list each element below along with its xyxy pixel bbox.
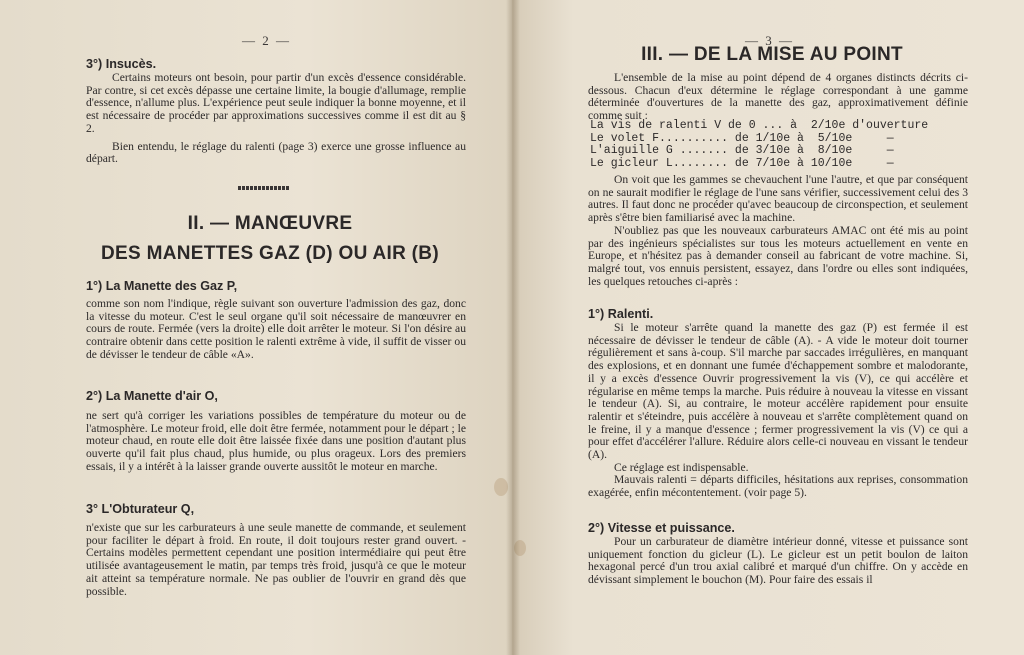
ralenti-text xyxy=(588,322,968,500)
adjustment-ranges-table xyxy=(590,120,928,170)
range-row: L'aiguille G ....... de 3/10e à 8/10e — xyxy=(590,144,894,158)
vitesse-text xyxy=(588,536,968,587)
paragraph: L'ensemble de la mise au point dépend de 4 organes distincts décrits ci-dessous. Chacun d'eux détermine le réglage correspondant à une gamme déterminée d'ouvertures de la manette des gaz, approximativement définie comme suit : xyxy=(588,71,968,123)
paragraph: n'existe que sur les carburateurs à une seule manette de commande, et seulement pour faciliter le départ à froid. En route, il doit toujours rester grand ouvert. - Certains modèles permettent cependant une position intermédiaire qui peut être utilisée avantageusement le matin, par temps très froid, jusqu'à ce que le moteur ait atteint sa température normale. Ne pas oublier de l'ouvrir en grand dès que possible. xyxy=(86,521,466,598)
subsection-text-air xyxy=(86,410,466,474)
subsection-heading-gaz: 1°) La Manette des Gaz P, xyxy=(86,279,238,293)
intro-text xyxy=(588,72,968,123)
subsection-heading-air: 2°) La Manette d'air O, xyxy=(86,389,218,403)
paragraph: Ce réglage est indispensable. xyxy=(614,460,749,474)
overlap-text xyxy=(588,174,968,288)
paragraph: ne sert qu'à corriger les variations possibles de température du moteur ou de l'atmosphère. Le moteur froid, elle doit être fermée, notamment pour le départ ; le moteur chaud, en route elle doit être laissée fixée dans une position d'autant plus ouverte qu'il fait plus chaud, plus humide, ou plus orageux. Lors des premiers essais, il y a intérêt à la laisser grande ouverte aussitôt le moteur en marche. xyxy=(86,409,466,473)
book-gutter xyxy=(506,0,520,655)
range-row: La vis de ralenti V de 0 ... à 2/10e d'ouverture xyxy=(590,119,929,132)
chapter-title-line2: DES MANETTES GAZ (D) OU AIR (B) xyxy=(101,243,439,264)
chapter-title-line1: II. — MANŒUVRE xyxy=(187,213,353,234)
paragraph: Si le moteur s'arrête quand la manette des gaz (P) est fermée il est nécessaire de dévisser le tendeur de câble (A). - A vide le moteur doit tourner régulièrement et sans à-coup. S'il marche par saccades irrégulières, en manquant des explosions, et en donnant une fumée d'échappement sombre et malodorante, il y a excès d'essence Ouvrir progressivement la vis (V), ce qui accélère et régularise en même temps la marche. Puis réduire à nouveau la vitesse en vissant le tendeur (A). Si, au contraire, le moteur accélère rapidement pour ensuite ralentir et s'éteindre, puis accélère à nouveau et s'arrête complètement quand on le freine, il y a manque d'essence ; fermer progressivement la vis (V) ce qui a pour effet d'accélérer l'allure. Réduire alors celle-ci nouveau en vissant le tendeur (A). xyxy=(588,321,968,462)
paragraph: comme son nom l'indique, règle suivant son ouverture l'admission des gaz, donc la vitesse du moteur. C'est le seul organe qu'il soit nécessaire de manœuvrer en cours de route. Fermée (vers la droite) elle doit arrêter le moteur. Si l'on désire au contraire obtenir dans cette position le ralenti extrême à vide, il suffit de visser ou de dévisser le tendeur de câble «A». xyxy=(86,297,466,361)
page-number: — 2 — xyxy=(242,33,291,48)
chapter-title: III. — DE LA MISE AU POINT xyxy=(641,44,903,65)
subsection-text-obturateur xyxy=(86,522,466,598)
page-number: — 3 — xyxy=(745,33,794,48)
range-row: Le volet F.......... de 1/10e à 5/10e — xyxy=(590,131,894,145)
paragraph: Certains moteurs ont besoin, pour partir d'un excès d'essence considérable. Par contre, si cet excès dépasse une certaine limite, la bougie d'allumage, remplie d'essence, n'allume plus. L'expérience peut seule indiquer la bonne moyenne, et il est nécessaire de procéder par approximations successives comme il est dit au § 2. xyxy=(86,71,466,135)
range-row: Le gicleur L........ de 7/10e à 10/10e — xyxy=(590,156,894,170)
section-heading-insucces: 3°) Insucès. xyxy=(86,57,157,71)
paragraph: Bien entendu, le réglage du ralenti (page 3) exerce une grosse influence au départ. xyxy=(86,139,466,166)
subsection-text-gaz xyxy=(86,298,466,362)
paragraph: Mauvais ralenti = départs difficiles, hésitations aux reprises, consommation exagérée, enfin mécontentement. (voir page 5). xyxy=(588,473,968,500)
ornament-divider xyxy=(238,186,290,190)
paragraph: Pour un carburateur de diamètre intérieur donné, vitesse et puissance sont uniquement fonction du gicleur (L). Le gicleur est un petit boulon de laiton hexagonal percé d'un trou axial calibré et marqué d'un chiffre. On y accède en dévissant simplement le bouchon (M). Pour faire des essais il xyxy=(588,535,968,587)
right-page xyxy=(512,0,1024,655)
subsection-heading-vitesse: 2°) Vitesse et puissance. xyxy=(588,521,735,535)
paragraph: On voit que les gammes se chevauchent l'une l'autre, et que par conséquent on ne saurait modifier le réglage de l'une sans vérifier, successivement celui des 3 autres. Il faut donc ne procéder qu'avec beaucoup de circonspection, et seulement après s'être bien familiarisé avec la machine. xyxy=(588,173,968,225)
subsection-heading-ralenti: 1°) Ralenti. xyxy=(588,307,654,321)
subsection-heading-obturateur: 3° L'Obturateur Q, xyxy=(86,502,195,516)
paragraph: N'oubliez pas que les nouveaux carburateurs AMAC ont été mis au point par des ingénieurs spécialistes sur tous les moteurs actuellement en vente en Europe, et n'hésitez pas à demander conseil au fabricant de votre machine. Si, malgré tout, vos ennuis persistent, essayez, dans l'ordre ou elles sont indiquées, les quelques retouches ci-après : xyxy=(588,223,968,288)
insucces-text xyxy=(86,72,466,166)
